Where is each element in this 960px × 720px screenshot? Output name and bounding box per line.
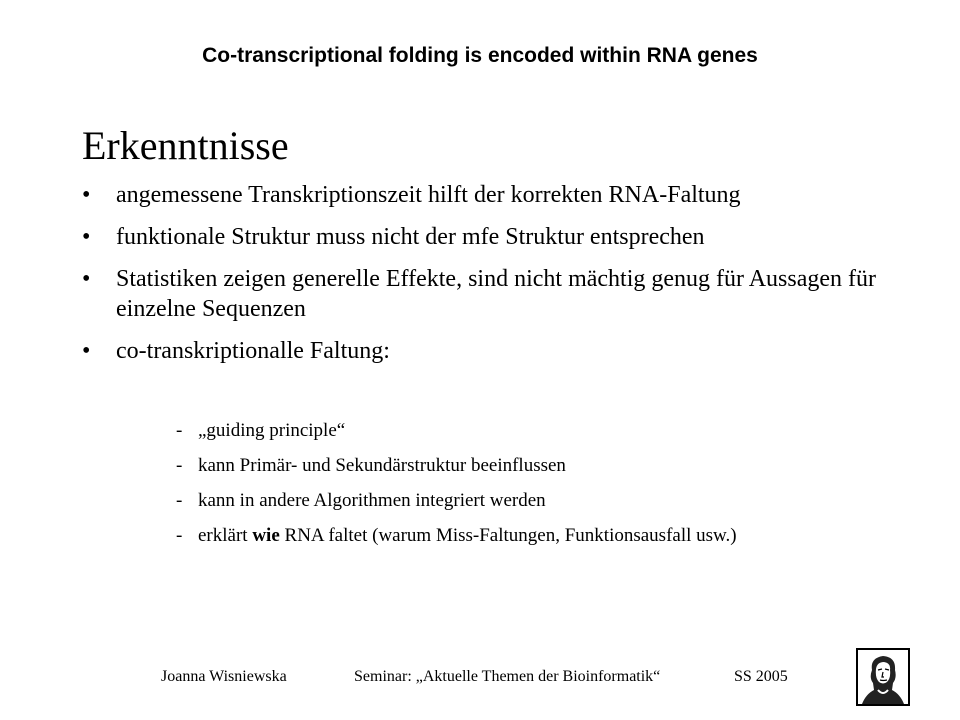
bullet-item [82,180,882,210]
dash-icon: - [176,525,183,546]
footer-seminar: Seminar: „Aktuelle Themen der Bioinformatik“ [354,668,661,685]
dash-icon: - [176,420,183,441]
bullet-text: angemessene Transkriptionszeit hilft der korrekten RNA-Faltung [116,182,741,208]
bullet-icon: • [82,266,91,292]
bullet-icon: • [82,182,91,208]
dash-icon: - [176,490,183,511]
sub-item [176,488,856,514]
sub-item [176,418,856,444]
goethe-portrait-icon [856,648,910,706]
sub-list [176,418,856,558]
footer-author: Joanna Wisniewska [161,668,287,685]
slide-title: Erkenntnisse [82,123,289,168]
sub-item [176,453,856,479]
bullet-text: co-transkriptionalle Faltung: [116,338,390,364]
goethe-portrait-icon-svg [858,650,908,704]
bullet-item [82,264,882,324]
bullet-text: funktionale Struktur muss nicht der mfe Struktur entsprechen [116,224,705,250]
sub-text-before: erklärt [198,525,253,546]
sub-text-after: RNA faltet (warum Miss-Faltungen, Funktionsausfall usw.) [279,525,737,546]
sub-item [176,523,856,549]
bullet-text: Statistiken zeigen generelle Effekte, sind nicht mächtig genug für Aussagen für einzelne Sequenzen [116,266,876,322]
bullet-icon: • [82,338,91,364]
dash-icon: - [176,455,183,476]
sub-text: „guiding principle“ [198,420,346,441]
sub-text: kann Primär- und Sekundärstruktur beeinflussen [198,455,566,476]
bullet-list [82,180,882,378]
sub-text: kann in andere Algorithmen integriert werden [198,490,546,511]
sub-text-bold: wie [252,525,280,546]
bullet-item [82,222,882,252]
slide-header: Co-transcriptional folding is encoded within RNA genes [202,44,758,67]
footer-term: SS 2005 [734,668,788,685]
bullet-item [82,336,882,366]
bullet-icon: • [82,224,91,250]
